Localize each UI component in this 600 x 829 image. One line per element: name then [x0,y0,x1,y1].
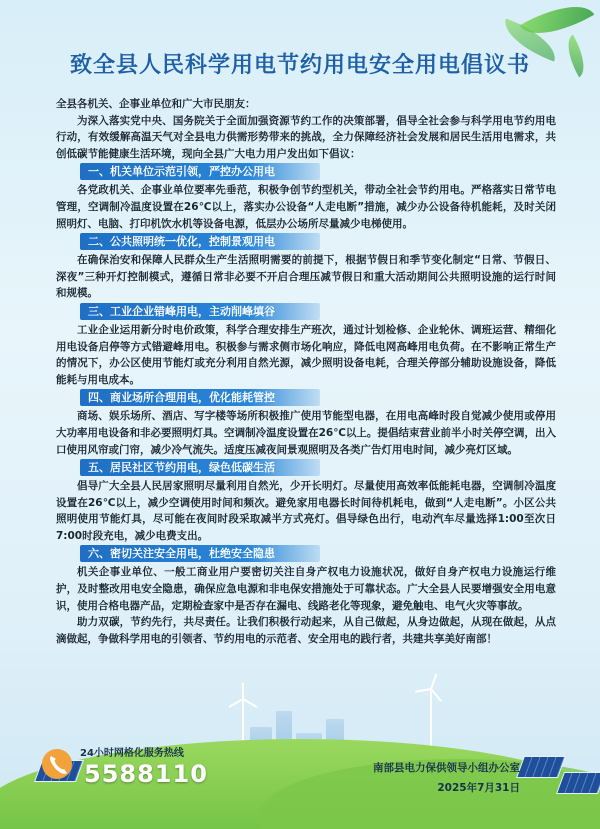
signature-date: 2025年7月31日 [437,782,520,794]
section-body-6: 机关企事业单位、一般工商业用户要密切关注自身产权电力设施状况，做好自身产权电力设施运行维护，及时整改用电安全隐患，确保应急电源和非电保安措施处于可靠状态。广大全县人民要增强安全用电意识，使用合格电器产品，定期检查家中是否存在漏电、线路老化等现象，避免触电、电气火灾等事故。 [56,566,556,612]
page-title: 致全县人民科学用电节约用电安全用电倡议书 [69,52,530,78]
solar-panel-icon [556,772,600,794]
closing-paragraph: 助力双碳，节约先行，共尽责任。让我们积极行动起来，从自己做起，从身边做起，从现在做起，从点滴做起，争做科学用电的引领者、节约用电的示范者、安全用电的践行者，共建共享美好南部！ [56,616,556,645]
section-heading-4: 四、商业场所合理用电，优化能耗管控 [80,389,320,406]
section-body-5: 倡导广大全县人民居家照明尽量利用自然光，少开长明灯。尽量使用高效率低能耗电器，空调制冷温度设置在26℃以上，减少空调使用时间和频次。避免家用电器长时间待机耗电，做到“人走电断”。小区公共照明使用节能灯具，尽可能在夜间时段采取减半方式亮灯。倡导绿色出行，电动汽车尽量选择1:00至次日7:00时段充电，减少电费支出。 [56,480,556,542]
hotline-label: 24小时网格化服务热线 [80,748,184,759]
intro-paragraph: 为深入落实党中央、国务院关于全面加强资源节约工作的决策部署，倡导全社会参与科学用电节约用电行动，有效缓解高温天气对全县电力供需形势带来的挑战，全力保障经济社会发展和居民生活用电需求，共创低碳节能健康生活环境，现向全县广大电力用户发出如下倡议： [56,114,556,160]
phone-icon [40,744,74,784]
section-body-3: 工业企业运用新分时电价政策，科学合理安排生产班次，通过计划检修、企业轮休、调班运营、精细化用电设备启停等方式错避峰用电。积极参与需求侧市场化响应，降低电网高峰用电负荷。在不影响正常生产的情况下，办公区使用节能灯或充分利用自然光源，减少照明设备电耗，合理关停部分辅助设施设备，降低能耗与用电成本。 [56,323,556,386]
section-heading-3: 三、工业企业错峰用电，主动削峰填谷 [80,303,320,320]
hotline-number[interactable]: 5588110 [84,760,208,788]
signature-organization: 南部县电力保供领导小组办公室 [373,762,520,774]
proposal-body [56,96,556,647]
section-heading-5: 五、居民社区节约用电，绿色低碳生活 [80,459,320,476]
salutation: 全县各机关、企事业单位和广大市民朋友： [56,98,256,110]
section-body-4: 商场、娱乐场所、酒店、写字楼等场所积极推广使用节能型电器，在用电高峰时段自觉减少使用或停用大功率用电设备和非必要照明灯具。空调制冷温度设置在26℃以上。提倡结束营业前半小时关停空调，出入口使用风帘或门帘，减少冷气流失。适度压减夜间景观照明及各类广告灯用电时间，减少亮灯区域。 [56,410,556,456]
solar-panel-icon [516,756,566,778]
section-body-1: 各党政机关、企事业单位要率先垂范，积极争创节约型机关，带动全社会节约用电。严格落实日常节电管理，空调制冷温度设置在26℃以上，落实办公设备“人走电断”措施，减少办公设备待机能耗，及时关闭照明灯、电脑、打印机饮水机等设备电源，低层办公场所尽量减少电梯使用。 [56,184,556,230]
section-heading-1: 一、机关单位示范引领，严控办公用电 [80,163,320,180]
section-heading-6: 六、密切关注安全用电，杜绝安全隐患 [80,545,320,562]
section-heading-2: 二、公共照明统一优化，控制景观用电 [80,233,320,250]
section-body-2: 在确保治安和保障人民群众生产生活照明需要的前提下，根据节假日和季节变化制定“日常、节假日、深夜”三种开灯控制模式，遵循日常非必要不开启合理压减节假日和重大活动期间公共照明设施的运行时间和规模。 [56,254,556,300]
